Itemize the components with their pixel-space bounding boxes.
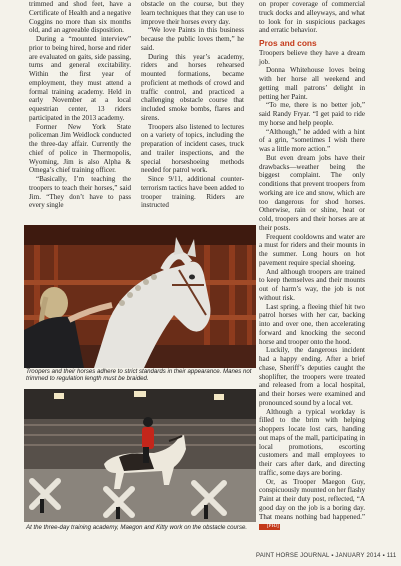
section-heading: Pros and cons: [259, 38, 317, 48]
paragraph: Although a typical workday is filled to the brim with helping shoppers locate lost cars, handing out maps of the mall, participating in local promotions, escorting customers and mall employees to their cars after dark, and directing traffic, some days are boring.: [259, 407, 365, 477]
paragraph: on proper coverage of commercial truck docks and alleyways, and what to look for in suspicious packages and erratic behavior.: [259, 0, 365, 35]
paragraph: [259, 478, 365, 531]
photo-braiding-mane: [24, 225, 256, 368]
end-mark: [PHJ]: [259, 524, 280, 530]
paragraph: trimmed and shod feet, have a Certificate of Health and a negative Coggins no more than six months old, and an agreeable disposition.: [29, 0, 131, 35]
paragraph: “Basically, I’m teaching the troopers to teach their horses,” said Jim. “They don’t have to pass every single: [29, 175, 131, 210]
paragraph: Luckily, the dangerous incident had a happy ending. After a brief chase, Sheriff’s deputies caught the shoplifter, the troopers were treated and released from a local hospital, and their horses were examined and pronounced sound by a local vet.: [259, 346, 365, 407]
paragraph: During a “mounted interview” prior to being hired, horse and rider are evaluated on gaits, side passing, turns and general excitability. Within the first year of employment, they must attend a formal training academy. Held in early November at a local equestrian center, 13 riders participated in the 2013 academy.: [29, 35, 131, 122]
paragraph: “Although,” he added with a hint of a grin, “sometimes I wish there was a little more action.”: [259, 127, 365, 153]
paragraph: Donna Whitehouse loves being with her horse all weekend and getting mall patrons’ delight in petting her Paint.: [259, 66, 365, 101]
paragraph: obstacle on the course, but they learn techniques that they can use to improve their horses every day.: [141, 0, 244, 26]
paragraph: Troopers believe they have a dream job.: [259, 48, 365, 66]
paragraph: And although troopers are trained to keep themselves and their mounts out of harm’s way, the job is not without risk.: [259, 267, 365, 302]
paragraph: Since 9/11, additional counter-terrorism tactics have been added to trooper training. Riders are instructed: [141, 175, 244, 210]
paragraph: Former New York State policeman Jim Weidlock conducted the three-day affair. Currently the chief of police in Thermopolis, Wyoming, Jim is also Alpha & Omega’s chief training officer.: [29, 122, 131, 175]
arena-scene-illustration: [24, 389, 256, 522]
photo-obstacle-course: [24, 389, 256, 522]
photo-caption: At the three-day training academy, Maegon and Kitty work on the obstacle course.: [26, 524, 248, 531]
paragraph: “We love Paints in this business because the public loves them,” he said.: [141, 26, 244, 52]
paragraph: But even dream jobs have their drawbacks—weather being the biggest complaint. The only conditions that prevent troopers from working are ice and snow, which are too dangerous for shod horses. Otherwise, rain or shine, heat or cold, troopers and their horses are at their posts.: [259, 153, 365, 232]
paragraph: Troopers also listened to lectures on a variety of topics, including the preparation of incident cases, truck and trailer inspections, and the special horseshoeing methods needed for patrol work.: [141, 122, 244, 175]
paragraph: During this year’s academy, riders and horses rehearsed mounted formations, became proficient at methods of crowd and traffic control, and practiced a challenging obstacle course that included smoke bombs, flares and sirens.: [141, 52, 244, 122]
barn-scene-illustration: [24, 225, 256, 368]
paragraph: Last spring, a fleeing thief hit two patrol horses with her car, backing into and over one, then accelerating forward and knocking the second horse and trooper onto the hood.: [259, 302, 365, 346]
paragraph: Frequent cooldowns and water are a must for riders and their mounts in the summer. Long hours on hot pavement require special shoeing.: [259, 232, 365, 267]
photo-caption: Troopers and their horses adhere to strict standards in their appearance. Manes not trimmed to regulation length must be braided.: [26, 368, 252, 383]
paragraph-text: Or, as Trooper Maegon Guy, conspicuously mounted on her flashy Paint at their duty post, reflected, “A good day on the job is a boring day. That means nothing bad happened.”: [259, 477, 365, 521]
text-column-1: [29, 0, 131, 210]
paragraph: “To me, there is no better job,” said Randy Fryar. “I get paid to ride my horse and help people.: [259, 101, 365, 127]
page-footer: PAINT HORSE JOURNAL ▪ JANUARY 2014 ▪ 111: [256, 553, 397, 559]
text-column-3: [259, 0, 365, 530]
text-column-2: [141, 0, 244, 210]
